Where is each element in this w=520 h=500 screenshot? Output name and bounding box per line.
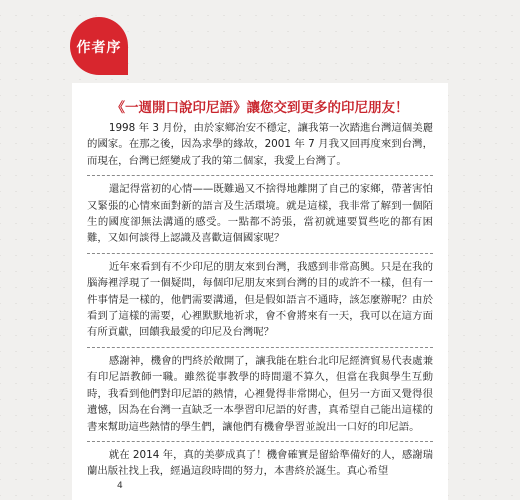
paragraph: 就在 2014 年，真的美夢成真了！機會確實是留給準備好的人，感謝瑞蘭出版社找上我，經過這段時間的努力，本書終於誕生。真心希望 [87,448,433,478]
paragraph: 還記得當初的心情——既難過又不捨得地離開了自己的家鄉，帶著害怕又緊張的心情來面對新的語言及生活環境。就是這樣，我非常了解到一個陌生的國度卻無法溝通的感受。一點都不誇張，當初就連要買些吃的都有困難，又如何談得上認識及喜歡這個國家呢？ [87,183,433,245]
paragraph-divider [87,347,433,348]
page-number: 4 [117,481,123,491]
section-badge-label: 作者序 [76,40,122,56]
body-text [87,120,433,486]
paragraph-divider [87,441,433,442]
page-title: 《一週開口說印尼語》讓您交到更多的印尼朋友！ [111,100,409,116]
paragraph: 近年來看到有不少印尼的朋友來到台灣，我感到非常高興。只是在我的腦海裡浮現了一個疑問，每個印尼朋友來到台灣的目的或許不一樣，但有一件事情是一樣的，他們需要溝通，但是假如語言不通時，該怎麼辦呢？由於看到了這樣的需要，心裡默默地祈求，會不會將來有一天，我可以在這方面有所貢獻，回饋我最愛的印尼及台灣呢？ [87,260,433,339]
paragraph-divider [87,253,433,254]
section-badge [70,17,128,75]
paragraph-divider [87,175,433,176]
paragraph: 感謝神，機會的門終於敞開了，讓我能在駐台北印尼經濟貿易代表處兼有印尼語教師一職。雖然從事教學的時間還不算久，但當在我與學生互動時，我看到他們對印尼語的熱情，心裡覺得非常開心，但另一方面又覺得很遺憾，因為在台灣一直缺乏一本學習印尼語的好書，真希望自己能出這樣的書來幫助這些熱情的學生們，讓他們有機會學習並說出一口好的印尼語。 [87,354,433,433]
paragraph: 1998 年 3 月份，由於家鄉治安不穩定，讓我第一次踏進台灣這個美麗的國家。在那之後，因為求學的緣故，2001 年 7 月我又回再度來到台灣，而現在，台灣已經變成了我的第二個家，我愛上台灣了。 [87,122,433,167]
